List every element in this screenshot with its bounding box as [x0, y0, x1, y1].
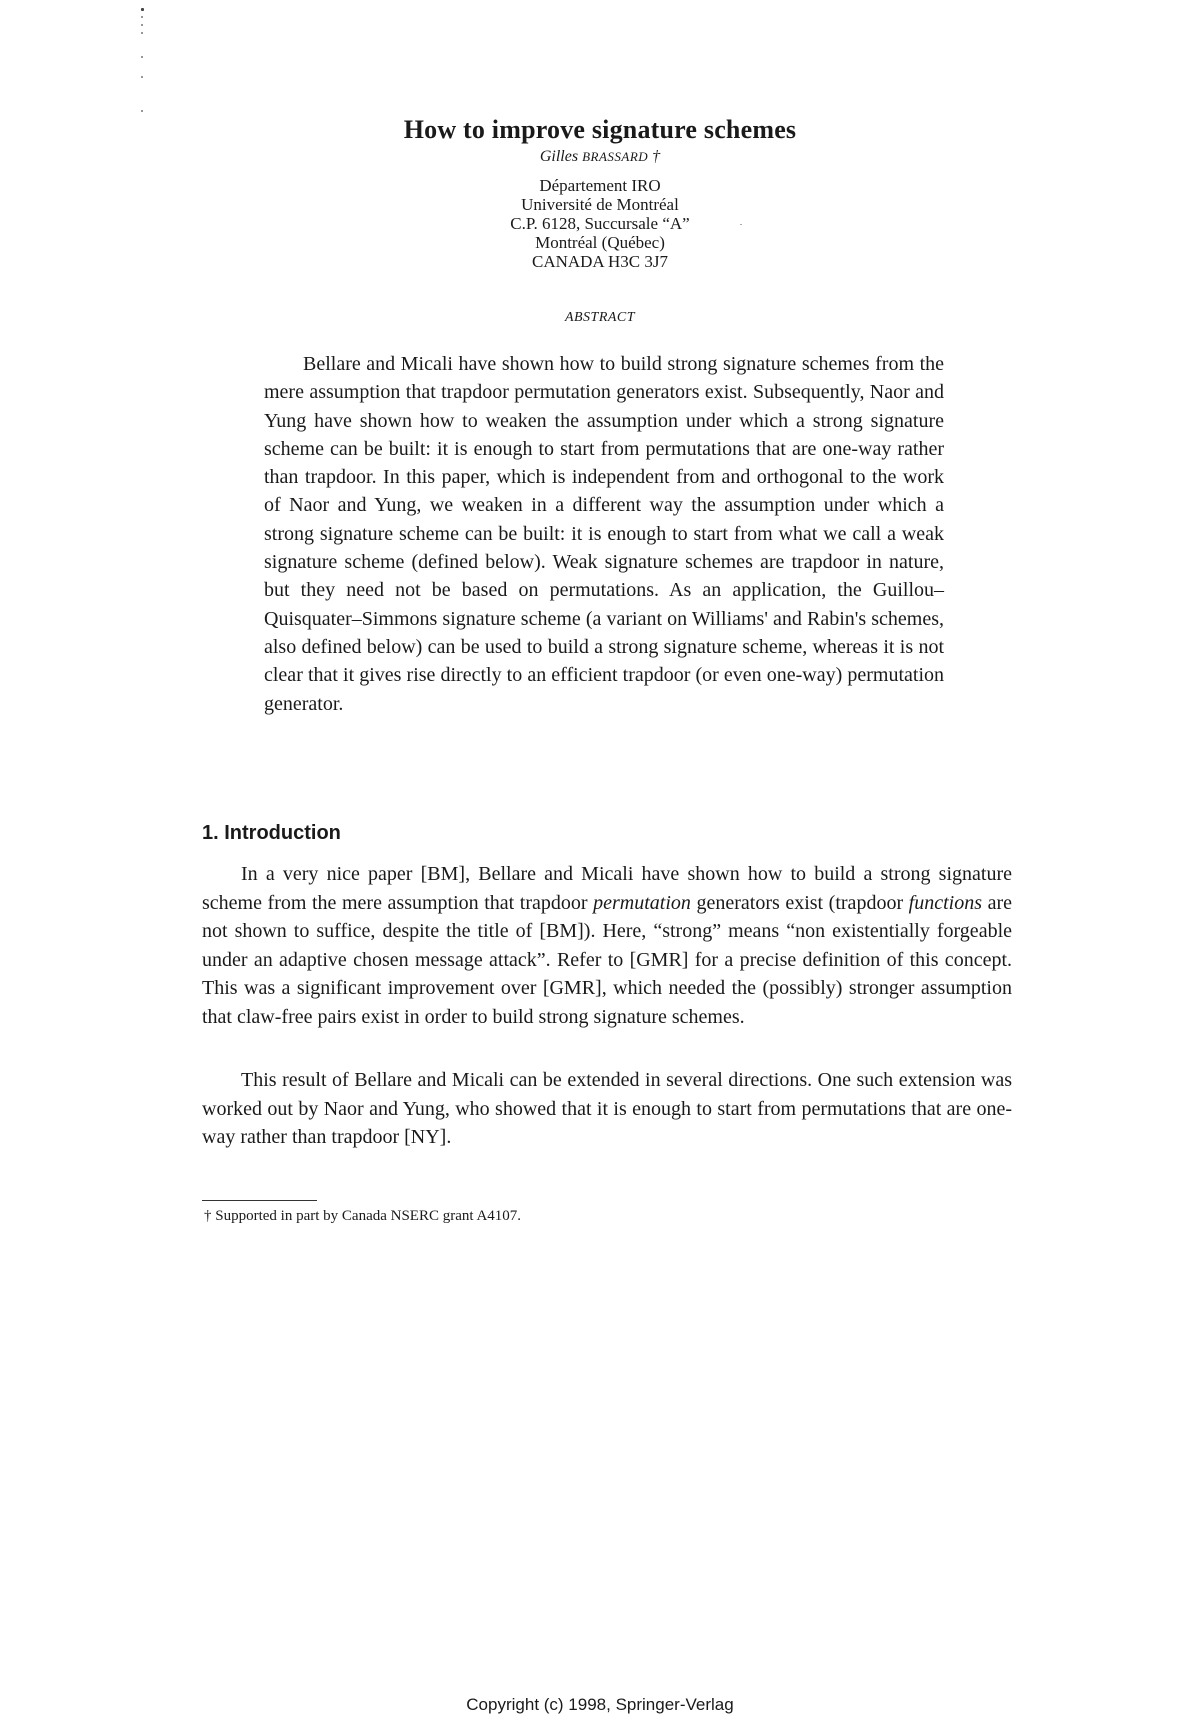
footnote: † Supported in part by Canada NSERC grant A4107.: [204, 1208, 522, 1224]
scan-margin-marks: [140, 6, 146, 116]
copyright-notice: Copyright (c) 1998, Springer-Verlag: [466, 1695, 734, 1714]
intro-paragraph-1: [202, 860, 1012, 1031]
paper-title: How to improve signature schemes: [403, 115, 797, 145]
scan-speck: [740, 224, 742, 225]
affiliation-line: Université de Montréal: [521, 195, 679, 214]
paragraph-text: are not shown to suffice, despite the title of [BM]). Here, “strong” means “non existentially forgeable under an adaptive chosen message attack”. Refer to [GMR] for a precise definition of this concept. This was a significant improvement over [GMR], which needed the (possibly) stronger assumption that claw-free pairs exist in order to build strong signature schemes.: [202, 891, 1013, 1028]
affiliation-line: Département IRO: [539, 176, 661, 195]
abstract-heading: ABSTRACT: [564, 310, 636, 325]
section-heading: 1. Introduction: [202, 822, 341, 844]
author-footnote-mark: †: [648, 148, 661, 165]
emphasis-text: functions: [908, 891, 983, 914]
footnote-rule: [202, 1200, 317, 1201]
paragraph-text: In a very nice paper [BM], Bellare and Micali have shown how to build a strong signature scheme from the mere assumption that trapdoor: [202, 863, 1012, 914]
affiliation-line: Montréal (Québec): [535, 233, 665, 252]
author-given-name: Gilles: [539, 148, 583, 165]
author-line: [0, 148, 1200, 166]
affiliation-line: C.P. 6128, Succursale “A”: [510, 214, 690, 233]
intro-paragraph-2: This result of Bellare and Micali can be extended in several directions. One such extension was worked out by Naor and Yung, who showed that it is enough to start from permutations that are one-way rather than trapdoor [NY].: [202, 1069, 1012, 1148]
emphasis-text: permutation: [593, 891, 691, 914]
abstract-text: Bellare and Micali have shown how to build strong signature schemes from the mere assumption that trapdoor permutation generators exist. Subsequently, Naor and Yung have shown how to weaken the assumption under which a strong signature scheme can be built: it is enough to start from permutations that are one-way rather than trapdoor. In this paper, which is independent from and orthogonal to the work of Naor and Yung, we weaken in a different way the assumption under which a strong signature scheme can be built: it is enough to start from what we call a weak signature scheme (defined below). Weak signature schemes are trapdoor in nature, but they need not be based on permutations. As an application, the Guillou–Quisquater–Simmons signature scheme (a variant on Williams' and Rabin's schemes, also defined below) can be used to build a strong signature scheme, whereas it is not clear that it gives rise directly to an efficient trapdoor (or even one-way) permutation generator.: [264, 353, 944, 715]
paragraph-text: generators exist (trapdoor: [690, 891, 909, 914]
affiliation-line: CANADA H3C 3J7: [531, 252, 669, 271]
author-affiliation: [0, 176, 1200, 271]
author-family-name: BRASSARD: [582, 149, 649, 164]
